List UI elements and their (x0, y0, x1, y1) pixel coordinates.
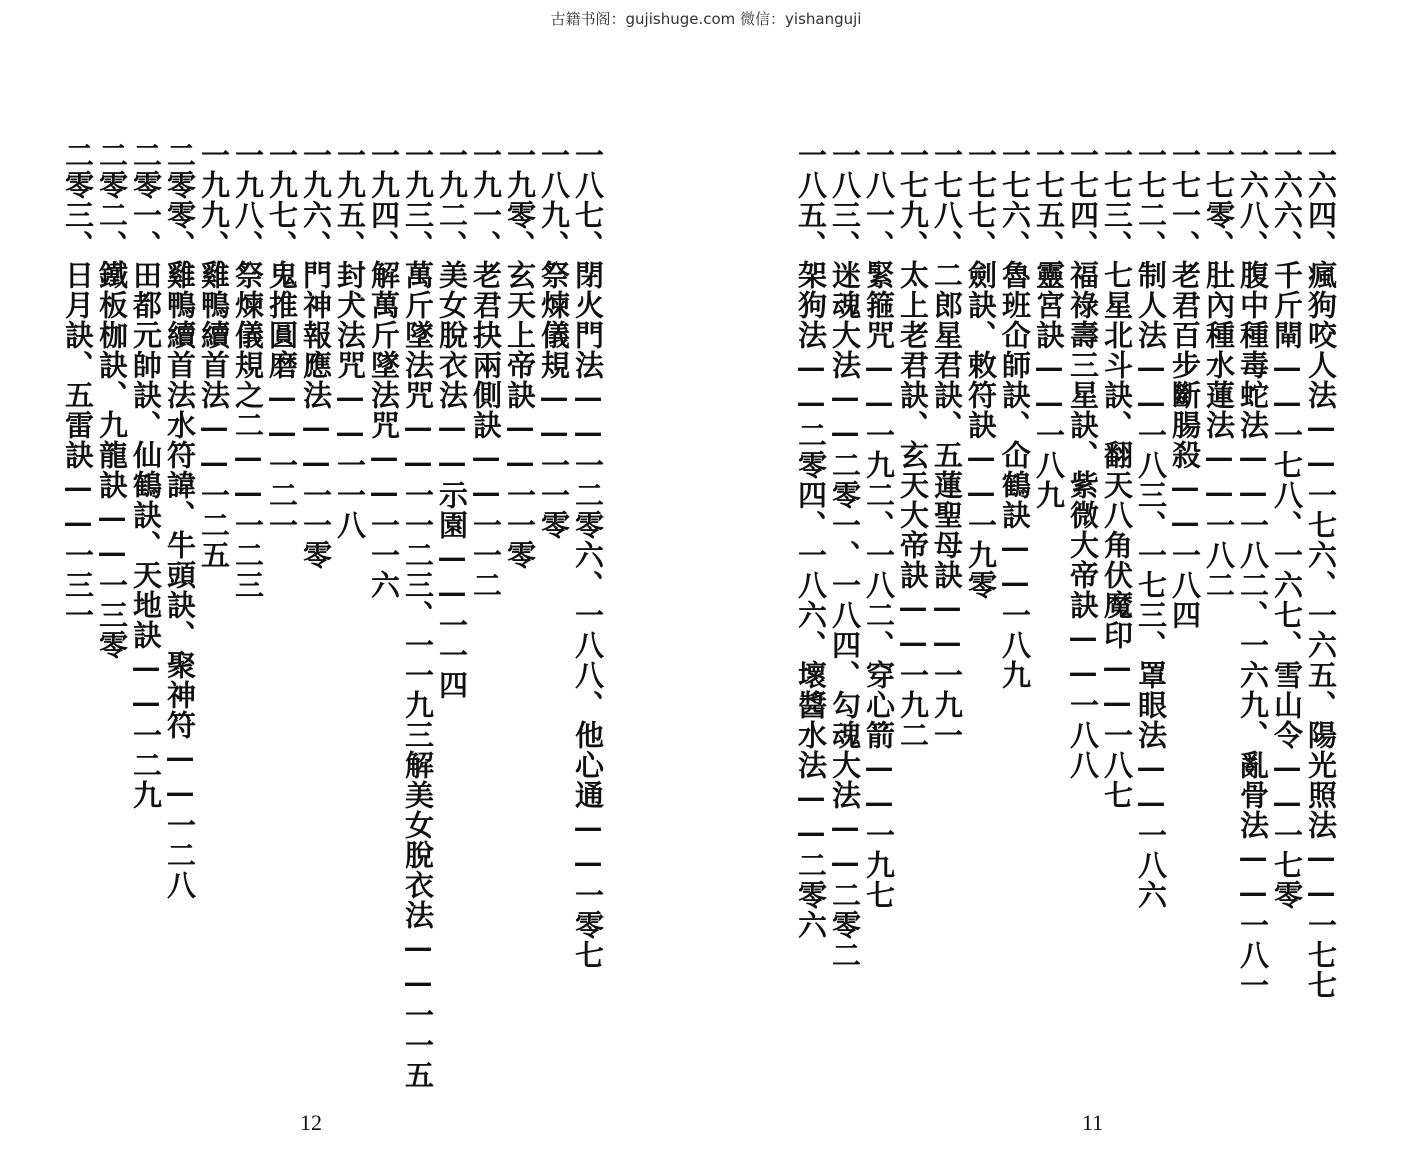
page-number-left: 12 (300, 1110, 322, 1135)
toc-entry: 一七六、魯班仚師訣、仚鶴訣——一八九 (998, 140, 1032, 690)
toc-entry: 一八三、迷魂大法——二零一、一八四、勾魂大法——二零二 (828, 140, 862, 970)
toc-entry: 二零二、鐵板枷訣、九龍訣——一三零 (95, 140, 129, 660)
toc-entry: 一九二、美女脫衣法——示園——一一四 (435, 140, 469, 700)
toc-entry: 一九八、祭煉儀規之二——一二三 (231, 140, 265, 600)
toc-entry: 一六四、瘋狗咬人法——一七六、一六五、陽光照法——一七七 (1304, 140, 1338, 1000)
toc-entry: 一八一、緊箍咒——一九二、一八二、穿心箭——一九七 (862, 140, 896, 910)
toc-entry: 一九四、解萬斤墜法咒——一一六 (367, 140, 401, 600)
toc-entry: 一七七、劍訣、敕符訣——一九零 (964, 140, 998, 600)
toc-entry: 一九六、門神報應法——一一零 (299, 140, 333, 570)
toc-entry: 一七零、肚內種水蓮法——一八二 (1202, 140, 1236, 600)
toc-entry: 一七八、二郎星君訣、五蓮聖母訣——一九一 (930, 140, 964, 750)
toc-entry: 一六八、腹中種毒蛇法——一八二、一六九、亂骨法——一八一 (1236, 140, 1270, 1000)
toc-entry: 二零零、雞鴨續首法水符諱、牛頭訣、聚神符——一二八 (163, 140, 197, 900)
toc-entry: 一九零、玄天上帝訣——一一零 (503, 140, 537, 570)
toc-entry: 一八五、架狗法——二零四、一八六、壞醬水法——二零六 (794, 140, 828, 940)
toc-entry: 一八九、祭煉儀規——一一零 (537, 140, 571, 540)
toc-entry: 二零一、田都元帥訣、仙鶴訣、天地訣——一二九 (129, 140, 163, 810)
right-page-entries (794, 140, 1338, 1070)
left-page (61, 140, 605, 1090)
toc-entry: 一七九、太上老君訣、玄天大帝訣——一九二 (896, 140, 930, 750)
toc-entry: 一七三、七星北斗訣、翻天八角伏魔印——一八七 (1100, 140, 1134, 810)
toc-entry: 一六六、千斤閘——一七八、一六七、雪山令——一七零 (1270, 140, 1304, 910)
toc-entry: 一七一、老君百步斷腸殺——一八四 (1168, 140, 1202, 630)
right-page (794, 140, 1338, 1070)
toc-entry: 一八七、閉火門法——一二零六、一八八、他心通——一零七 (571, 140, 605, 970)
toc-entry: 一九一、老君抉兩側訣——一一二 (469, 140, 503, 600)
page-number-right: 11 (1082, 1110, 1104, 1135)
toc-entry: 一九七、鬼推圓磨——一二一 (265, 140, 299, 540)
toc-entry: 一七四、福祿壽三星訣、紫微大帝訣——一八八 (1066, 140, 1100, 780)
watermark-header: 古籍书阁：gujishuge.com 微信：yishanguji (550, 10, 862, 28)
toc-entry: 一九五、封犬法咒——一一八 (333, 140, 367, 540)
toc-entry: 一七五、靈宮訣——一八九 (1032, 140, 1066, 510)
toc-entry: 一九三、萬斤墜法咒——一一二三、一一九三解美女脫衣法——一一五 (401, 140, 435, 1090)
toc-entry: 一七二、制人法——一八三、一七三、罩眼法——一八六 (1134, 140, 1168, 910)
left-page-entries (61, 140, 605, 1090)
toc-entry: 二零三、日月訣、五雷訣——一三一 (61, 140, 95, 630)
toc-entry: 一九九、雞鴨續首法——一二五 (197, 140, 231, 570)
